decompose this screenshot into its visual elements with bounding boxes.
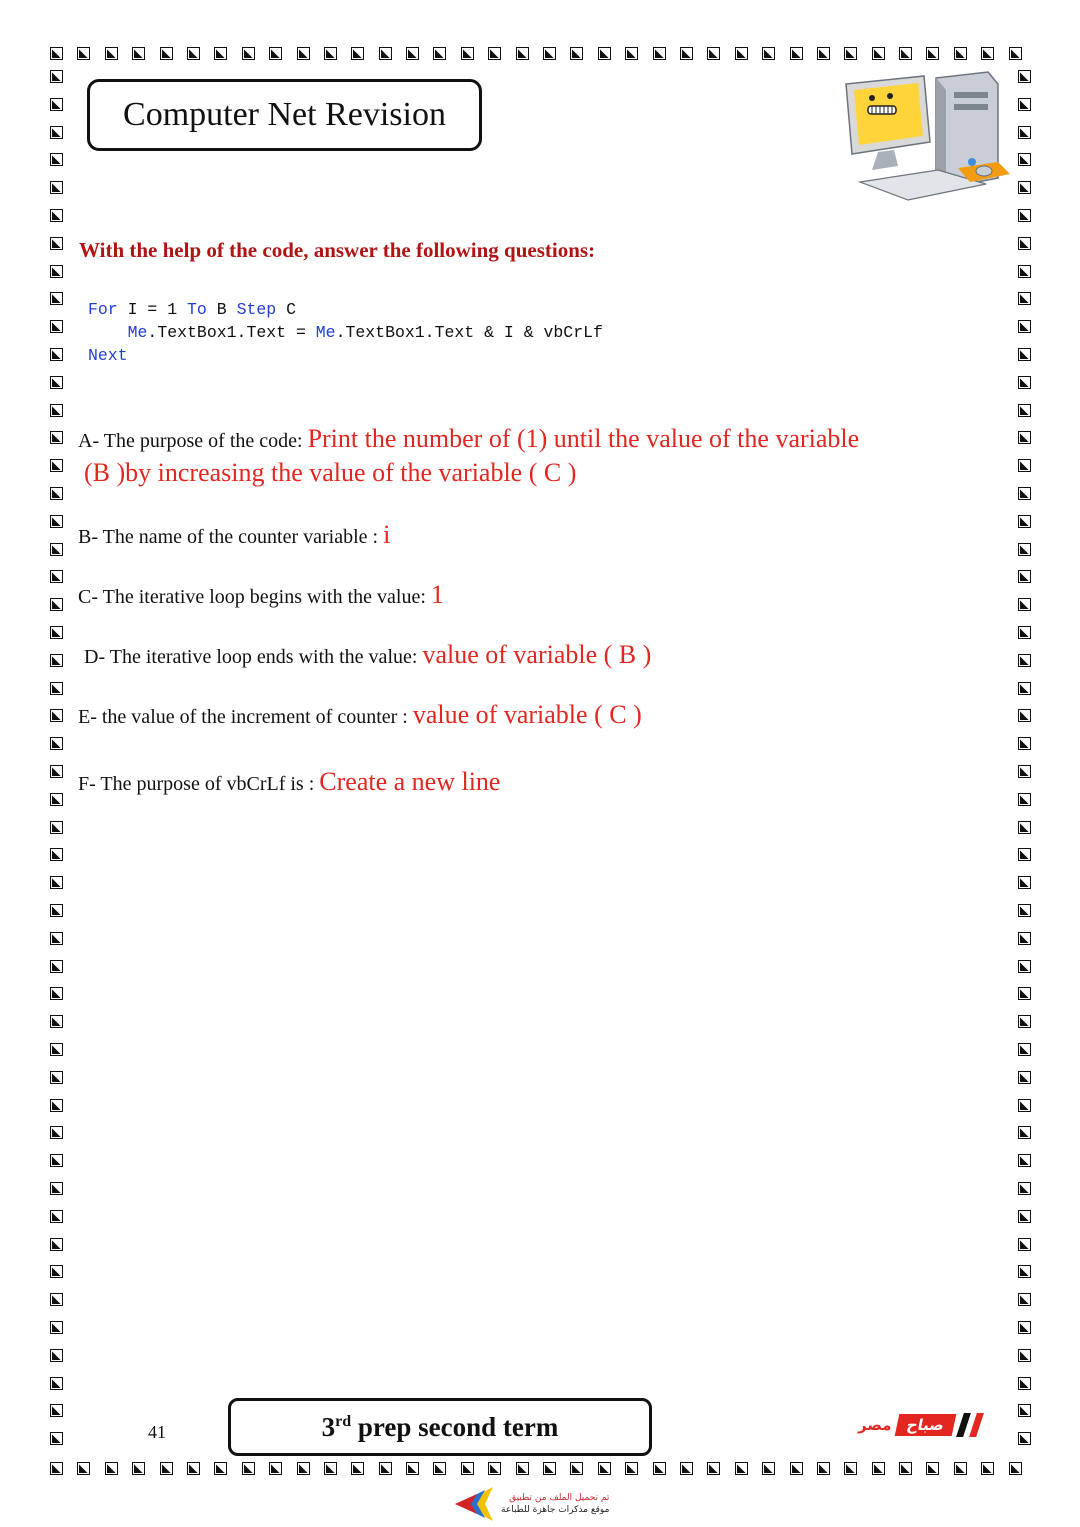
question-f — [78, 767, 500, 797]
term-suffix: rd — [335, 1412, 352, 1430]
code-keyword: Me — [315, 323, 336, 342]
border-square — [50, 209, 63, 222]
border-square — [50, 404, 63, 417]
border-square — [762, 1462, 775, 1475]
border-square — [50, 459, 63, 472]
border-square — [598, 47, 611, 60]
border-square — [50, 709, 63, 722]
code-keyword: Next — [88, 346, 128, 365]
border-square — [844, 47, 857, 60]
border-square — [242, 47, 255, 60]
border-square — [77, 47, 90, 60]
bottom-credit — [455, 1487, 609, 1521]
code-block — [88, 298, 603, 367]
border-square — [625, 1462, 638, 1475]
border-square — [379, 47, 392, 60]
border-right — [1018, 70, 1036, 1460]
border-square — [1018, 932, 1031, 945]
border-square — [653, 1462, 666, 1475]
border-square — [50, 487, 63, 500]
border-square — [1009, 1462, 1022, 1475]
answer-text: value of variable ( B ) — [422, 640, 652, 669]
border-square — [1018, 848, 1031, 861]
border-square — [50, 570, 63, 583]
term-number: 3 — [321, 1411, 336, 1442]
border-square — [1018, 348, 1031, 361]
border-square — [1018, 459, 1031, 472]
border-square — [50, 320, 63, 333]
border-square — [1018, 1238, 1031, 1251]
border-square — [570, 1462, 583, 1475]
border-square — [50, 153, 63, 166]
border-square — [461, 1462, 474, 1475]
border-square — [899, 1462, 912, 1475]
border-square — [461, 47, 474, 60]
code-indent — [88, 323, 128, 342]
border-square — [762, 47, 775, 60]
border-square — [1018, 1154, 1031, 1167]
border-square — [1018, 404, 1031, 417]
code-text: .TextBox1.Text & I & vbCrLf — [335, 323, 603, 342]
border-square — [680, 47, 693, 60]
border-square — [817, 47, 830, 60]
border-square — [406, 1462, 419, 1475]
code-keyword: For — [88, 300, 118, 319]
border-square — [50, 1182, 63, 1195]
border-square — [1018, 793, 1031, 806]
border-square — [50, 765, 63, 778]
border-square — [242, 1462, 255, 1475]
border-square — [1018, 1377, 1031, 1390]
border-square — [516, 47, 529, 60]
border-square — [1018, 1349, 1031, 1362]
border-square — [1018, 709, 1031, 722]
page-number: 41 — [148, 1422, 166, 1442]
border-square — [1018, 1293, 1031, 1306]
border-square — [570, 47, 583, 60]
border-square — [1018, 209, 1031, 222]
border-top — [50, 47, 1036, 65]
border-square — [351, 47, 364, 60]
border-square — [954, 47, 967, 60]
border-square — [50, 1462, 63, 1475]
credit-text — [501, 1492, 609, 1516]
border-square — [1018, 598, 1031, 611]
border-square — [132, 1462, 145, 1475]
border-square — [516, 1462, 529, 1475]
border-square — [50, 682, 63, 695]
border-square — [926, 1462, 939, 1475]
border-square — [1018, 487, 1031, 500]
border-square — [488, 47, 501, 60]
border-square — [50, 1043, 63, 1056]
border-square — [625, 47, 638, 60]
term-label — [322, 1412, 559, 1443]
border-square — [187, 47, 200, 60]
border-square — [50, 237, 63, 250]
logo-slash-icon — [970, 1413, 985, 1437]
border-square — [50, 1293, 63, 1306]
border-square — [1009, 47, 1022, 60]
border-square — [50, 1377, 63, 1390]
border-square — [926, 47, 939, 60]
border-square — [1018, 821, 1031, 834]
border-square — [214, 47, 227, 60]
term-text: prep second term — [351, 1411, 559, 1442]
border-square — [1018, 904, 1031, 917]
border-square — [50, 431, 63, 444]
border-left — [50, 70, 68, 1460]
border-square — [160, 47, 173, 60]
border-square — [50, 47, 63, 60]
border-square — [297, 1462, 310, 1475]
border-square — [1018, 126, 1031, 139]
border-square — [1018, 1071, 1031, 1084]
border-square — [50, 1321, 63, 1334]
answer-text: i — [383, 520, 391, 549]
border-square — [324, 1462, 337, 1475]
border-square — [351, 1462, 364, 1475]
border-square — [160, 1462, 173, 1475]
border-square — [1018, 265, 1031, 278]
border-square — [1018, 654, 1031, 667]
border-square — [1018, 737, 1031, 750]
border-square — [1018, 1043, 1031, 1056]
border-square — [1018, 1126, 1031, 1139]
border-square — [653, 47, 666, 60]
border-square — [1018, 1210, 1031, 1223]
border-square — [50, 1210, 63, 1223]
border-square — [50, 292, 63, 305]
border-square — [817, 1462, 830, 1475]
border-square — [1018, 570, 1031, 583]
code-text: B — [206, 300, 237, 319]
border-square — [1018, 987, 1031, 1000]
border-square — [1018, 1321, 1031, 1334]
border-square — [269, 1462, 282, 1475]
border-square — [50, 1126, 63, 1139]
answer-text: Create a new line — [319, 767, 501, 796]
border-square — [297, 47, 310, 60]
answer-text: Print the number of (1) until the value of the variable — [307, 424, 860, 453]
border-square — [1018, 153, 1031, 166]
border-square — [50, 1238, 63, 1251]
border-square — [872, 47, 885, 60]
question-label: E- the value of the increment of counter : — [78, 706, 408, 728]
question-c — [78, 580, 444, 610]
border-square — [1018, 515, 1031, 528]
border-square — [1018, 543, 1031, 556]
border-square — [1018, 320, 1031, 333]
border-square — [735, 47, 748, 60]
border-square — [50, 126, 63, 139]
border-square — [50, 848, 63, 861]
border-square — [1018, 626, 1031, 639]
border-square — [50, 876, 63, 889]
question-label: B- The name of the counter variable : — [78, 526, 379, 548]
question-a — [78, 424, 859, 454]
border-square — [872, 1462, 885, 1475]
border-square — [1018, 98, 1031, 111]
border-square — [50, 1071, 63, 1084]
question-label: F- The purpose of vbCrLf is : — [78, 773, 315, 795]
border-square — [50, 626, 63, 639]
border-square — [1018, 876, 1031, 889]
border-square — [50, 598, 63, 611]
sabah-masr-logo — [858, 1413, 980, 1437]
code-text: I = 1 — [117, 300, 188, 319]
border-square — [1018, 1182, 1031, 1195]
border-square — [50, 376, 63, 389]
border-square — [1018, 1015, 1031, 1028]
border-square — [981, 1462, 994, 1475]
border-square — [707, 47, 720, 60]
border-square — [50, 1349, 63, 1362]
border-square — [50, 904, 63, 917]
page-title: Computer Net Revision — [123, 96, 446, 133]
border-square — [50, 1404, 63, 1417]
border-square — [981, 47, 994, 60]
border-square — [50, 98, 63, 111]
border-square — [105, 1462, 118, 1475]
instruction-heading: With the help of the code, answer the following questions: — [79, 238, 596, 262]
border-square — [543, 47, 556, 60]
border-square — [1018, 376, 1031, 389]
border-square — [1018, 292, 1031, 305]
credit-line-2: موقع مذكرات جاهزة للطباعة — [501, 1505, 610, 1515]
question-b — [78, 520, 390, 550]
border-square — [269, 47, 282, 60]
border-square — [1018, 960, 1031, 973]
logo-red-word: صباح — [895, 1414, 957, 1436]
question-d — [84, 640, 651, 670]
border-square — [50, 1015, 63, 1028]
border-square — [433, 1462, 446, 1475]
code-keyword: Me — [127, 323, 148, 342]
computer-illustration — [838, 70, 1010, 202]
title-box — [87, 79, 482, 151]
question-e — [78, 700, 642, 730]
border-square — [50, 265, 63, 278]
border-square — [50, 932, 63, 945]
border-square — [50, 1265, 63, 1278]
border-square — [954, 1462, 967, 1475]
border-square — [50, 737, 63, 750]
border-square — [1018, 431, 1031, 444]
border-square — [598, 1462, 611, 1475]
question-label: A- The purpose of the code: — [78, 430, 303, 452]
logo-word: مصر — [858, 1416, 892, 1434]
border-square — [433, 47, 446, 60]
border-square — [1018, 181, 1031, 194]
border-square — [50, 1432, 63, 1445]
border-square — [707, 1462, 720, 1475]
border-square — [50, 1154, 63, 1167]
credit-line-1: تم تحميل الملف من تطبيق — [509, 1493, 610, 1503]
term-box — [228, 1398, 652, 1456]
border-square — [1018, 765, 1031, 778]
border-square — [379, 1462, 392, 1475]
border-square — [406, 47, 419, 60]
border-square — [50, 1099, 63, 1112]
question-label: D- The iterative loop ends with the value: — [84, 646, 418, 668]
border-square — [1018, 682, 1031, 695]
border-square — [735, 1462, 748, 1475]
border-square — [1018, 1265, 1031, 1278]
border-square — [50, 348, 63, 361]
border-square — [488, 1462, 501, 1475]
code-text: C — [276, 300, 296, 319]
border-square — [1018, 1404, 1031, 1417]
border-square — [1018, 237, 1031, 250]
border-square — [132, 47, 145, 60]
border-square — [50, 515, 63, 528]
border-square — [50, 821, 63, 834]
border-square — [324, 47, 337, 60]
border-square — [844, 1462, 857, 1475]
border-square — [1018, 1099, 1031, 1112]
border-square — [50, 543, 63, 556]
border-square — [50, 181, 63, 194]
code-keyword: Step — [236, 300, 277, 319]
border-square — [1018, 1432, 1031, 1445]
border-bottom — [50, 1462, 1036, 1480]
border-square — [790, 1462, 803, 1475]
question-label: C- The iterative loop begins with the value: — [78, 586, 426, 608]
border-square — [790, 47, 803, 60]
answer-text: value of variable ( C ) — [412, 700, 642, 729]
code-keyword: To — [187, 300, 207, 319]
border-square — [214, 1462, 227, 1475]
border-square — [1018, 70, 1031, 83]
answer-a-continued: (B )by increasing the value of the variable ( C ) — [84, 458, 577, 487]
border-square — [77, 1462, 90, 1475]
answer-text: 1 — [430, 580, 444, 609]
border-square — [187, 1462, 200, 1475]
border-square — [50, 654, 63, 667]
chevron-logo-icon — [455, 1487, 495, 1521]
border-square — [50, 960, 63, 973]
border-square — [50, 70, 63, 83]
border-square — [50, 987, 63, 1000]
code-text: .TextBox1.Text = — [147, 323, 316, 342]
border-square — [105, 47, 118, 60]
border-square — [50, 793, 63, 806]
border-square — [543, 1462, 556, 1475]
border-square — [899, 47, 912, 60]
border-square — [680, 1462, 693, 1475]
